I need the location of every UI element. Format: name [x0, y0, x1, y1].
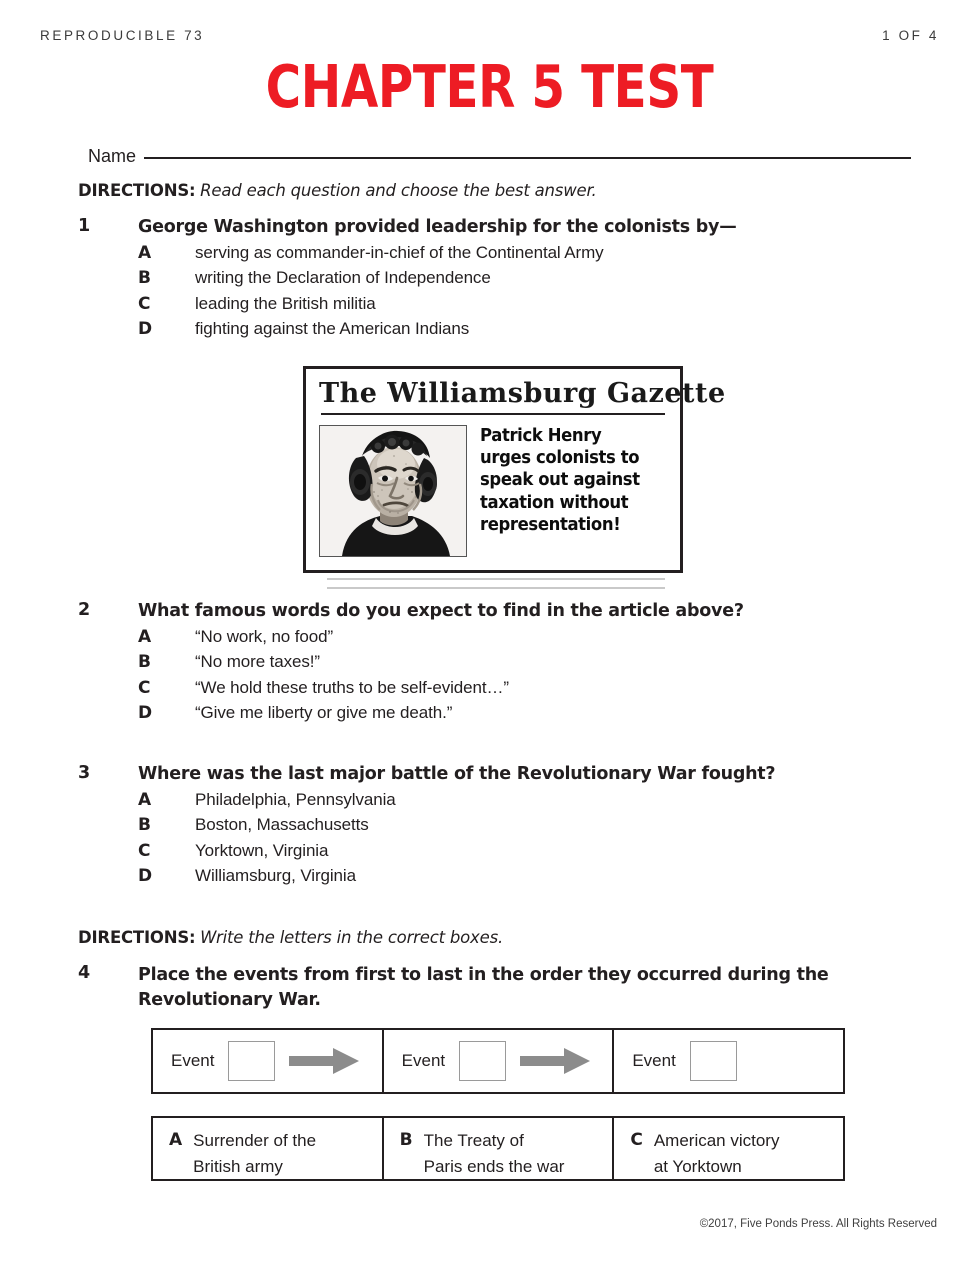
headline-line-1: Patrick Henry [480, 425, 602, 446]
directions-sequencing [78, 928, 503, 948]
option-3b-letter: B [138, 815, 151, 836]
option-1d-letter: D [138, 319, 153, 340]
option-2b-letter: B [138, 652, 151, 673]
option-2a[interactable] [78, 627, 919, 653]
event-choice-b-line1: The Treaty of [423, 1131, 524, 1150]
event-answer-box-3[interactable] [690, 1041, 737, 1081]
question-1-number: 1 [78, 216, 91, 236]
option-3a-letter: A [138, 789, 152, 810]
newspaper-masthead: The Williamsburg Gazette [319, 378, 726, 409]
option-1b-letter: B [138, 268, 151, 289]
newspaper-content [319, 425, 667, 557]
question-1-stem: George Washington provided leadership for the colonists by— [138, 217, 737, 237]
newspaper-clipping [303, 366, 726, 589]
headline-line-5: representation! [480, 515, 621, 536]
option-1c[interactable] [78, 294, 919, 320]
newspaper-body [303, 366, 726, 573]
event-answer-box-2[interactable] [459, 1041, 506, 1081]
directions-label: DIRECTIONS: [78, 181, 196, 200]
event-choice-c-text [654, 1128, 780, 1179]
option-2c[interactable] [78, 678, 919, 704]
event-choice-a-letter: A [169, 1130, 183, 1150]
event-choice-a-text [193, 1128, 316, 1179]
event-choice-row [151, 1116, 845, 1181]
event-label-3: Event [632, 1051, 676, 1070]
question-3-stem: Where was the last major battle of the Revolutionary War fought? [138, 764, 776, 784]
headline-line-4: taxation without [480, 492, 629, 513]
option-1a-text: serving as commander-in-chief of the Continental Army [195, 242, 604, 262]
option-2a-text: “No work, no food” [195, 626, 334, 646]
name-input-rule[interactable] [144, 157, 911, 159]
event-choice-c-letter: C [630, 1130, 643, 1150]
event-sequence-row [151, 1028, 845, 1094]
option-3c-letter: C [138, 840, 151, 861]
question-2-header [78, 600, 919, 624]
arrow-right-icon-1 [289, 1046, 359, 1076]
option-1c-letter: C [138, 293, 151, 314]
option-1a-letter: A [138, 242, 152, 263]
option-2d[interactable] [78, 703, 919, 729]
option-1a[interactable] [78, 243, 919, 269]
option-2d-letter: D [138, 703, 153, 724]
directions-text: Read each question and choose the best answer. [200, 181, 597, 200]
event-cell-2 [384, 1030, 615, 1092]
event-cell-3 [614, 1030, 843, 1092]
option-3b-text: Boston, Massachusetts [195, 815, 369, 835]
question-4-number: 4 [78, 963, 91, 983]
copyright-footer: ©2017, Five Ponds Press. All Rights Reserved [699, 1218, 937, 1230]
clipping-shadow-line-1 [327, 578, 665, 580]
headline-line-3: speak out against [480, 470, 640, 491]
directions-label-2: DIRECTIONS: [78, 928, 196, 947]
masthead-divider [321, 413, 665, 415]
headline-line-2: urges colonists to [480, 448, 640, 469]
event-choice-b-text [424, 1128, 565, 1179]
newspaper-headline [480, 425, 640, 537]
option-2b[interactable] [78, 652, 919, 678]
event-choice-c[interactable] [614, 1118, 843, 1179]
question-2-stem: What famous words do you expect to find in the article above? [138, 601, 744, 621]
option-3a[interactable] [78, 790, 919, 816]
option-3d-letter: D [138, 866, 153, 887]
event-choice-c-line1: American victory [653, 1131, 780, 1150]
event-label-2: Event [401, 1051, 446, 1070]
event-label-1: Event [171, 1051, 215, 1070]
option-1d[interactable] [78, 319, 919, 345]
event-choice-a-line1: Surrender of the [193, 1131, 317, 1150]
option-3d-text: Williamsburg, Virginia [195, 866, 356, 886]
option-2c-text: “We hold these truths to be self-evident…” [195, 677, 509, 697]
option-2b-text: “No more taxes!” [195, 652, 320, 672]
name-field-row [88, 146, 911, 168]
name-label: Name [88, 146, 137, 166]
event-answer-box-1[interactable] [228, 1041, 275, 1081]
arrow-right-icon-2 [520, 1046, 590, 1076]
option-3d[interactable] [78, 866, 919, 892]
question-2-options [78, 627, 919, 729]
option-2a-letter: A [138, 626, 152, 647]
option-3a-text: Philadelphia, Pennsylvania [195, 789, 396, 809]
page-title: CHAPTER 5 TEST [265, 52, 714, 121]
option-1d-text: fighting against the American Indians [195, 319, 470, 339]
question-3-options [78, 790, 919, 892]
question-4 [78, 963, 919, 1013]
event-choice-b-line2: Paris ends the war [423, 1156, 565, 1176]
event-choice-a[interactable] [153, 1118, 384, 1179]
option-1c-text: leading the British militia [195, 293, 376, 313]
option-2c-letter: C [138, 677, 151, 698]
question-2 [78, 600, 919, 729]
question-3-header [78, 763, 919, 787]
question-4-stem: Place the events from first to last in the order they occurred during the Revolutionary War. [138, 965, 829, 1010]
option-3c[interactable] [78, 841, 919, 867]
event-choice-c-line2: at Yorktown [653, 1156, 742, 1176]
question-1-header [78, 216, 919, 240]
patrick-henry-portrait-icon [319, 425, 467, 557]
directions-text-2: Write the letters in the correct boxes. [200, 928, 504, 947]
question-3-number: 3 [78, 763, 91, 783]
question-1 [78, 216, 919, 345]
directions-multiple-choice [78, 181, 597, 201]
reproducible-label: REPRODUCIBLE 73 [40, 28, 205, 43]
option-3b[interactable] [78, 815, 919, 841]
question-4-header [78, 963, 919, 1013]
event-choice-a-line2: British army [193, 1156, 283, 1176]
clipping-shadow-line-2 [327, 587, 665, 589]
page-header [40, 28, 939, 48]
option-1b[interactable] [78, 268, 919, 294]
option-3c-text: Yorktown, Virginia [195, 840, 329, 860]
event-choice-b[interactable] [384, 1118, 615, 1179]
question-3 [78, 763, 919, 892]
option-2d-text: “Give me liberty or give me death.” [195, 703, 453, 723]
event-cell-1 [153, 1030, 384, 1092]
option-1b-text: writing the Declaration of Independence [195, 268, 491, 288]
page-count-label: 1 OF 4 [882, 28, 939, 43]
question-2-number: 2 [78, 600, 91, 620]
question-1-options [78, 243, 919, 345]
event-choice-b-letter: B [399, 1130, 413, 1150]
